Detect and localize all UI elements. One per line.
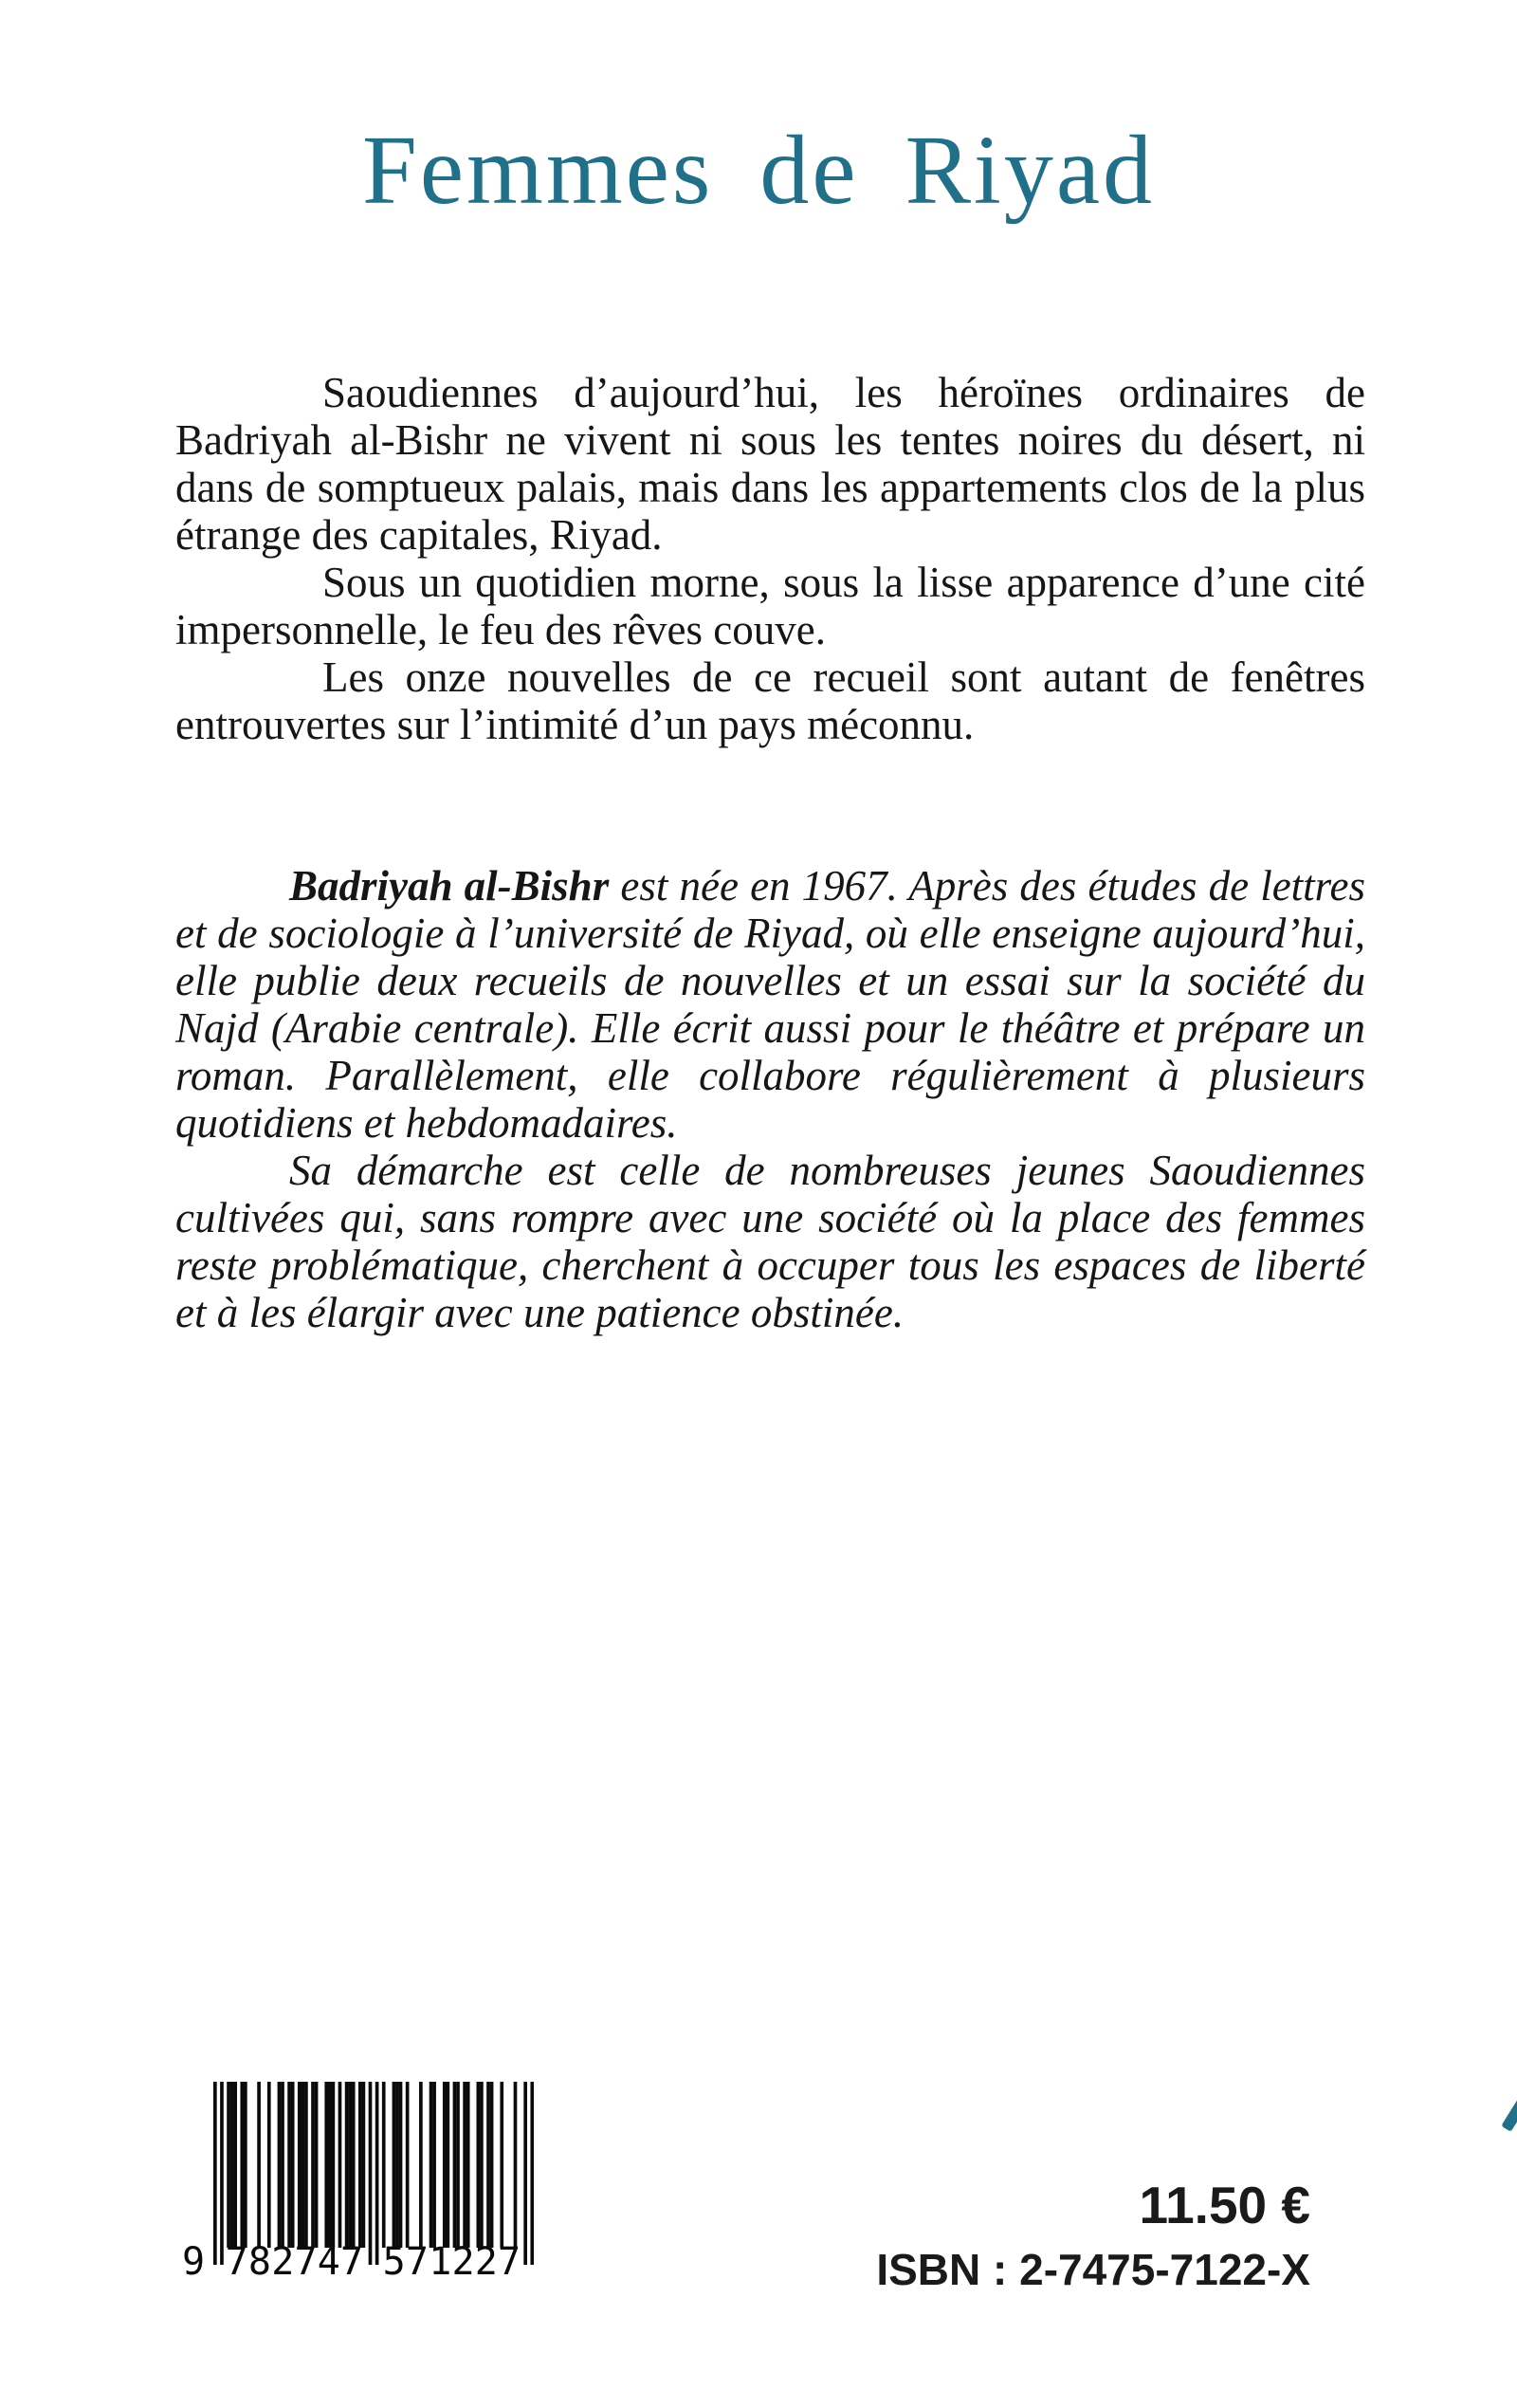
isbn-label: ISBN : 2-7475-7122-X — [876, 2245, 1310, 2294]
ean13-barcode — [213, 2082, 534, 2265]
corner-logo-mark — [1501, 2090, 1517, 2132]
author-name: Badriyah al-Bishr — [289, 862, 610, 910]
synopsis-paragraph: Saoudiennes d’aujourd’hui, les héroïnes ordinaires de Badriyah al-Bishr ne vivent ni sous les tentes noires du désert, ni dans de somptueux palais, mais dans les appartements clos de la plus étrange des capitales, Riyad. — [175, 369, 1365, 559]
author-biography-block — [175, 862, 1365, 1336]
barcode-digit-group-2: 782747 — [225, 2240, 364, 2284]
synopsis-paragraph: Les onze nouvelles de ce recueil sont autant de fenêtres entrouvertes sur l’intimité d’un pays méconnu. — [175, 653, 1365, 748]
barcode-digit-group-1: 9 — [182, 2240, 206, 2284]
price-label: 11.50 € — [1139, 2176, 1310, 2234]
barcode-digit-group-3: 571227 — [382, 2240, 521, 2284]
book-title: Femmes de Riyad — [361, 116, 1155, 225]
synopsis-paragraph: Sous un quotidien morne, sous la lisse apparence d’une cité impersonnelle, le feu des rêves couve. — [175, 559, 1365, 653]
synopsis-block — [175, 369, 1365, 748]
biography-paragraph: Sa démarche est celle de nombreuses jeunes Saoudiennes cultivées qui, sans rompre avec une société où la place des femmes reste problématique, cherchent à occuper tous les espaces de liberté et à les élargir avec une patience obstinée. — [175, 1147, 1365, 1336]
biography-paragraph — [175, 862, 1365, 1147]
biography-text: est née en 1967. Après des études de lettres et de sociologie à l’université de Riyad, où elle enseigne aujourd’hui, elle publie deux recueils de nouvelles et un essai sur la société du Najd (Arabie centrale). Elle écrit aussi pour le théâtre et prépare un roman. Parallèlement, elle collabore régulièrement à plusieurs quotidiens et hebdomadaires. — [175, 862, 1366, 1147]
